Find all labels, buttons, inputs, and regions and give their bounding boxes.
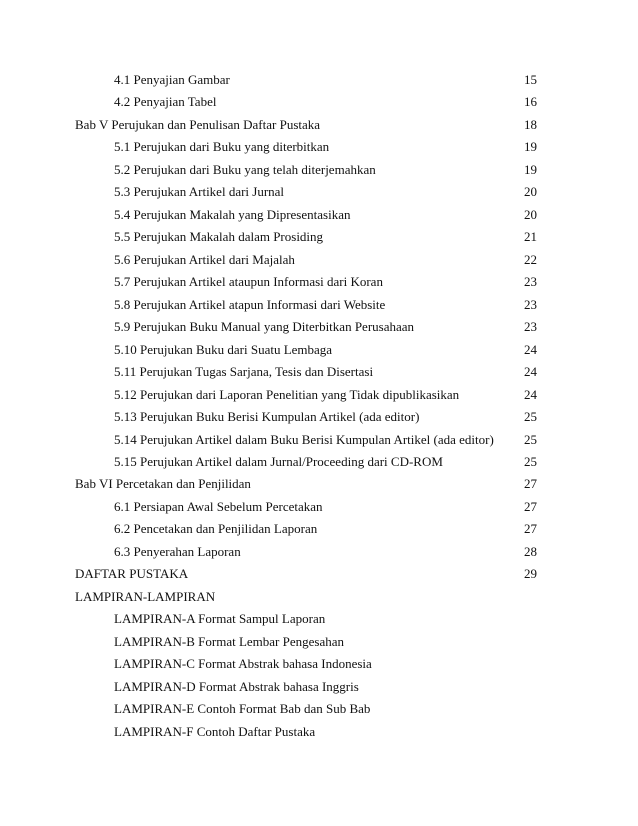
- toc-entry-title: 4.1 Penyajian Gambar: [114, 72, 230, 87]
- toc-entry-title: Bab V Perujukan dan Penulisan Daftar Pustaka: [75, 116, 321, 132]
- toc-entry-page-number: 21: [524, 229, 537, 245]
- toc-entry-title: 5.6 Perujukan Artikel dari Majalah: [114, 251, 295, 267]
- toc-entry-title: 5.12 Perujukan dari Laporan Penelitian yang Tidak dipublikasikan: [114, 386, 460, 402]
- toc-entry-title: 5.15 Perujukan Artikel dalam Jurnal/Proceeding dari CD-ROM: [114, 453, 443, 469]
- toc-entry-title: 5.7 Perujukan Artikel ataupun Informasi dari Koran: [114, 274, 383, 290]
- toc-entry-page-number: 25: [524, 453, 537, 469]
- toc-entry-title: LAMPIRAN-F Contoh Daftar Pustaka: [114, 723, 316, 739]
- toc-entry-title: 5.4 Perujukan Makalah yang Dipresentasikan: [114, 206, 351, 222]
- toc-entry: [0, 140, 638, 162]
- toc-entry-page-number: 19: [524, 139, 537, 155]
- table-of-contents: [0, 73, 638, 747]
- toc-entry-page-number: 28: [524, 543, 537, 559]
- toc-entry-title: LAMPIRAN-C Format Abstrak bahasa Indonesia: [114, 656, 372, 672]
- toc-entry-page-number: 29: [524, 566, 537, 582]
- toc-entry-page-number: 24: [524, 364, 537, 380]
- toc-entry-page-number: 15: [524, 72, 537, 87]
- toc-entry-title: 5.2 Perujukan dari Buku yang telah diterjemahkan: [114, 161, 376, 177]
- toc-entry: [0, 657, 638, 679]
- toc-entry-title: 5.1 Perujukan dari Buku yang diterbitkan: [114, 139, 330, 155]
- toc-entry-title: LAMPIRAN-E Contoh Format Bab dan Sub Bab: [114, 701, 371, 717]
- toc-entry: [0, 635, 638, 657]
- toc-entry: [0, 680, 638, 702]
- toc-entry-page-number: 27: [524, 521, 537, 537]
- toc-entry-title: 5.3 Perujukan Artikel dari Jurnal: [114, 184, 285, 200]
- toc-entry-title: 5.14 Perujukan Artikel dalam Buku Berisi Kumpulan Artikel (ada editor): [114, 431, 494, 447]
- toc-entry: [0, 275, 638, 297]
- toc-entry-title: LAMPIRAN-A Format Sampul Laporan: [114, 611, 326, 627]
- toc-entry-page-number: 25: [524, 431, 537, 447]
- toc-entry: [0, 567, 638, 589]
- toc-entry: [0, 590, 638, 612]
- toc-entry-page-number: 27: [524, 476, 537, 492]
- toc-entry: [0, 208, 638, 230]
- toc-entry-title: 6.2 Pencetakan dan Penjilidan Laporan: [114, 521, 318, 537]
- toc-entry-title: DAFTAR PUSTAKA: [75, 566, 189, 582]
- toc-entry: [0, 253, 638, 275]
- toc-entry-title: 6.3 Penyerahan Laporan: [114, 543, 241, 559]
- toc-entry-page-number: 23: [524, 296, 537, 312]
- toc-entry: [0, 73, 638, 95]
- toc-entry: [0, 545, 638, 567]
- toc-entry: [0, 298, 638, 320]
- toc-entry-title: Bab VI Percetakan dan Penjilidan: [75, 476, 251, 492]
- toc-entry: [0, 522, 638, 544]
- toc-entry: [0, 612, 638, 634]
- toc-entry-title: 5.10 Perujukan Buku dari Suatu Lembaga: [114, 341, 333, 357]
- toc-entry-title: 5.9 Perujukan Buku Manual yang Diterbitkan Perusahaan: [114, 319, 415, 335]
- toc-entry-page-number: 18: [524, 116, 537, 132]
- toc-entry-title: 5.13 Perujukan Buku Berisi Kumpulan Artikel (ada editor): [114, 409, 420, 425]
- toc-entry-title: LAMPIRAN-D Format Abstrak bahasa Inggris: [114, 678, 359, 694]
- toc-entry: [0, 365, 638, 387]
- toc-entry-title: LAMPIRAN-B Format Lembar Pengesahan: [114, 633, 344, 649]
- toc-entry-page-number: 23: [524, 319, 537, 335]
- toc-entry: [0, 702, 638, 724]
- toc-entry-title: 5.5 Perujukan Makalah dalam Prosiding: [114, 229, 324, 245]
- toc-entry: [0, 388, 638, 410]
- toc-entry: [0, 477, 638, 499]
- toc-entry-title: 4.2 Penyajian Tabel: [114, 94, 217, 110]
- toc-entry-title: 5.8 Perujukan Artikel atapun Informasi dari Website: [114, 296, 386, 312]
- toc-entry: [0, 230, 638, 252]
- toc-entry-page-number: 23: [524, 274, 537, 290]
- toc-entry: [0, 343, 638, 365]
- toc-entry: [0, 410, 638, 432]
- toc-entry-page-number: 22: [524, 251, 537, 267]
- toc-entry-title: 5.11 Perujukan Tugas Sarjana, Tesis dan Disertasi: [114, 364, 374, 380]
- toc-entry-page-number: 24: [524, 386, 537, 402]
- toc-entry: [0, 163, 638, 185]
- toc-entry-title: 6.1 Persiapan Awal Sebelum Percetakan: [114, 498, 323, 514]
- toc-entry-page-number: 20: [524, 184, 537, 200]
- toc-entry: [0, 320, 638, 342]
- toc-entry-page-number: 20: [524, 206, 537, 222]
- toc-entry-page-number: 27: [524, 498, 537, 514]
- toc-entry-page-number: 19: [524, 161, 537, 177]
- toc-entry: [0, 95, 638, 117]
- toc-entry-page-number: 16: [524, 94, 537, 110]
- toc-entry: [0, 185, 638, 207]
- toc-entry-title: LAMPIRAN-LAMPIRAN: [75, 588, 216, 604]
- toc-entry: [0, 433, 638, 455]
- toc-entry: [0, 500, 638, 522]
- toc-entry: [0, 725, 638, 747]
- toc-entry: [0, 118, 638, 140]
- toc-entry-page-number: 24: [524, 341, 537, 357]
- toc-entry-page-number: 25: [524, 409, 537, 425]
- toc-entry: [0, 455, 638, 477]
